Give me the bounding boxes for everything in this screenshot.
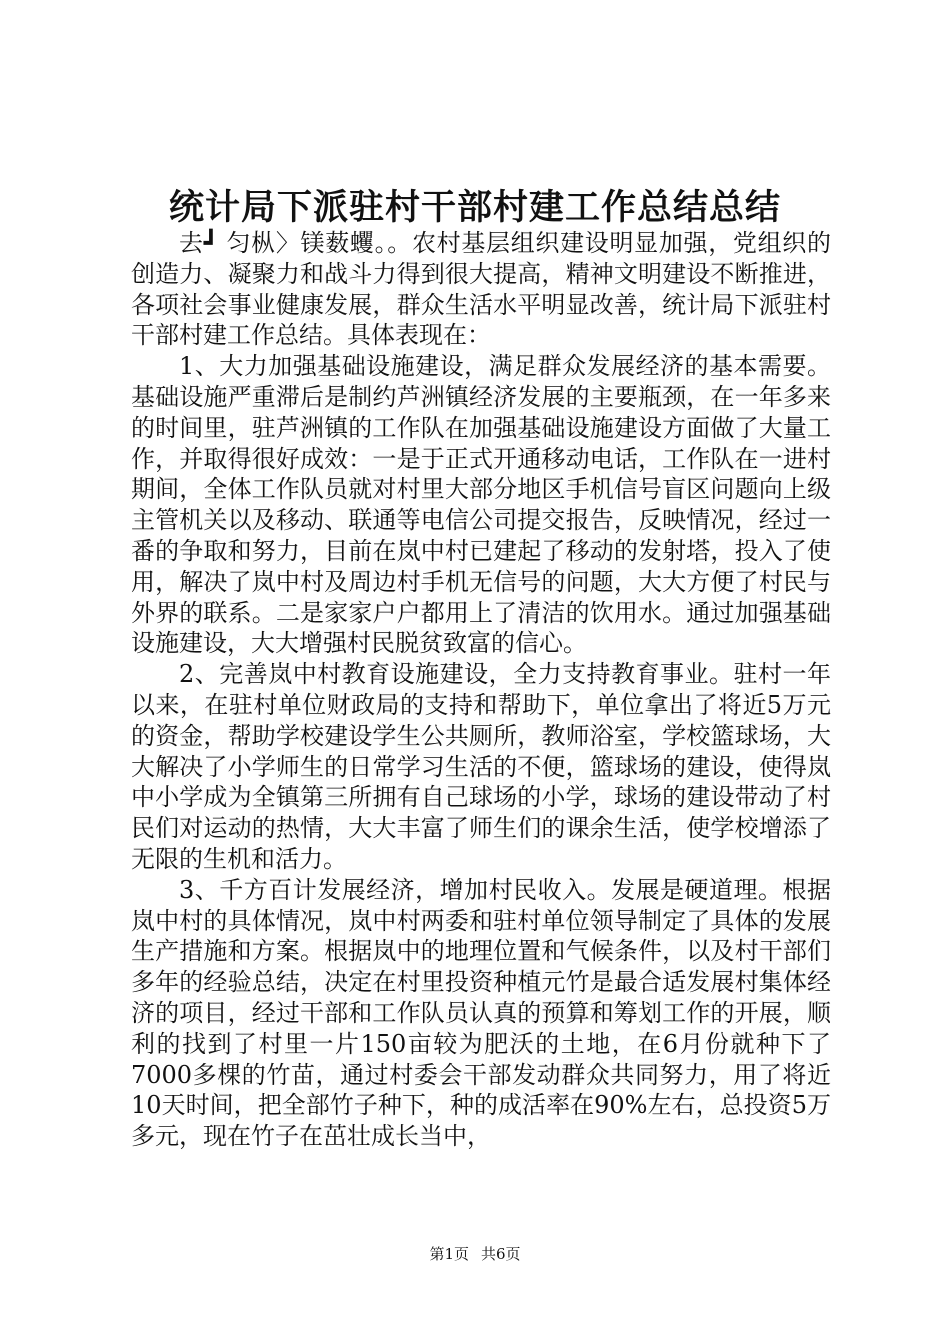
- document-body: [131, 228, 831, 1152]
- paragraph-education: 2、完善岚中村教育设施建设，全力支持教育事业。驻村一年以来，在驻村单位财政局的支持和帮助下，单位拿出了将近5万元的资金，帮助学校建设学生公共厕所，教师浴室，学校篮球场，大大解决了小学师生的日常学习生活的不便，篮球场的建设，使得岚中小学成为全镇第三所拥有自己球场的小学，球场的建设带动了村民们对运动的热情，大大丰富了师生们的课余生活，使学校增添了无限的生机和活力。: [131, 660, 831, 873]
- paragraph-infrastructure: 1、大力加强基础设施建设，满足群众发展经济的基本需要。基础设施严重滞后是制约芦洲镇经济发展的主要瓶颈，在一年多来的时间里，驻芦洲镇的工作队在加强基础设施建设方面做了大量工作，并取得很好成效：一是于正式开通移动电话，工作队在一进村期间，全体工作队员就对村里大部分地区手机信号盲区问题向上级主管机关以及移动、联通等电信公司提交报告，反映情况，经过一番的争取和努力，目前在岚中村已建起了移动的发射塔，投入了使用，解决了岚中村及周边村手机无信号的问题，大大方便了村民与外界的联系。二是家家户户都用上了清洁的饮用水。通过加强基础设施建设，大大增强村民脱贫致富的信心。: [131, 352, 831, 658]
- paragraph-economy: 3、千方百计发展经济，增加村民收入。发展是硬道理。根据岚中村的具体情况，岚中村两委和驻村单位领导制定了具体的发展生产措施和方案。根据岚中的地理位置和气候条件，以及村干部们多年的经验总结，决定在村里投资种植元竹是最合适发展村集体经济的项目，经过干部和工作队员认真的预算和筹划工作的开展，顺利的找到了村里一片150亩较为肥沃的土地，在6月份就种下了7000多棵的竹苗，通过村委会干部发动群众共同努力，用了将近10天时间，把全部竹子种下，种的成活率在90%左右，总投资5万多元，现在竹子在茁壮成长当中，: [131, 875, 831, 1151]
- paragraph-intro: 去┛ 匀枞〉镁薮蠼。。农村基层组织建设明显加强，党组织的创造力、凝聚力和战斗力得到很大提高，精神文明建设不断推进，各项社会事业健康发展，群众生活水平明显改善，统计局下派驻村干部村建工作总结。具体表现在：: [131, 229, 831, 350]
- page-total: 共6页: [481, 1245, 521, 1263]
- document-title: 统计局下派驻村干部村建工作总结总结: [168, 187, 781, 228]
- page-footer: [0, 1244, 950, 1264]
- page-number: 第1页: [429, 1245, 469, 1263]
